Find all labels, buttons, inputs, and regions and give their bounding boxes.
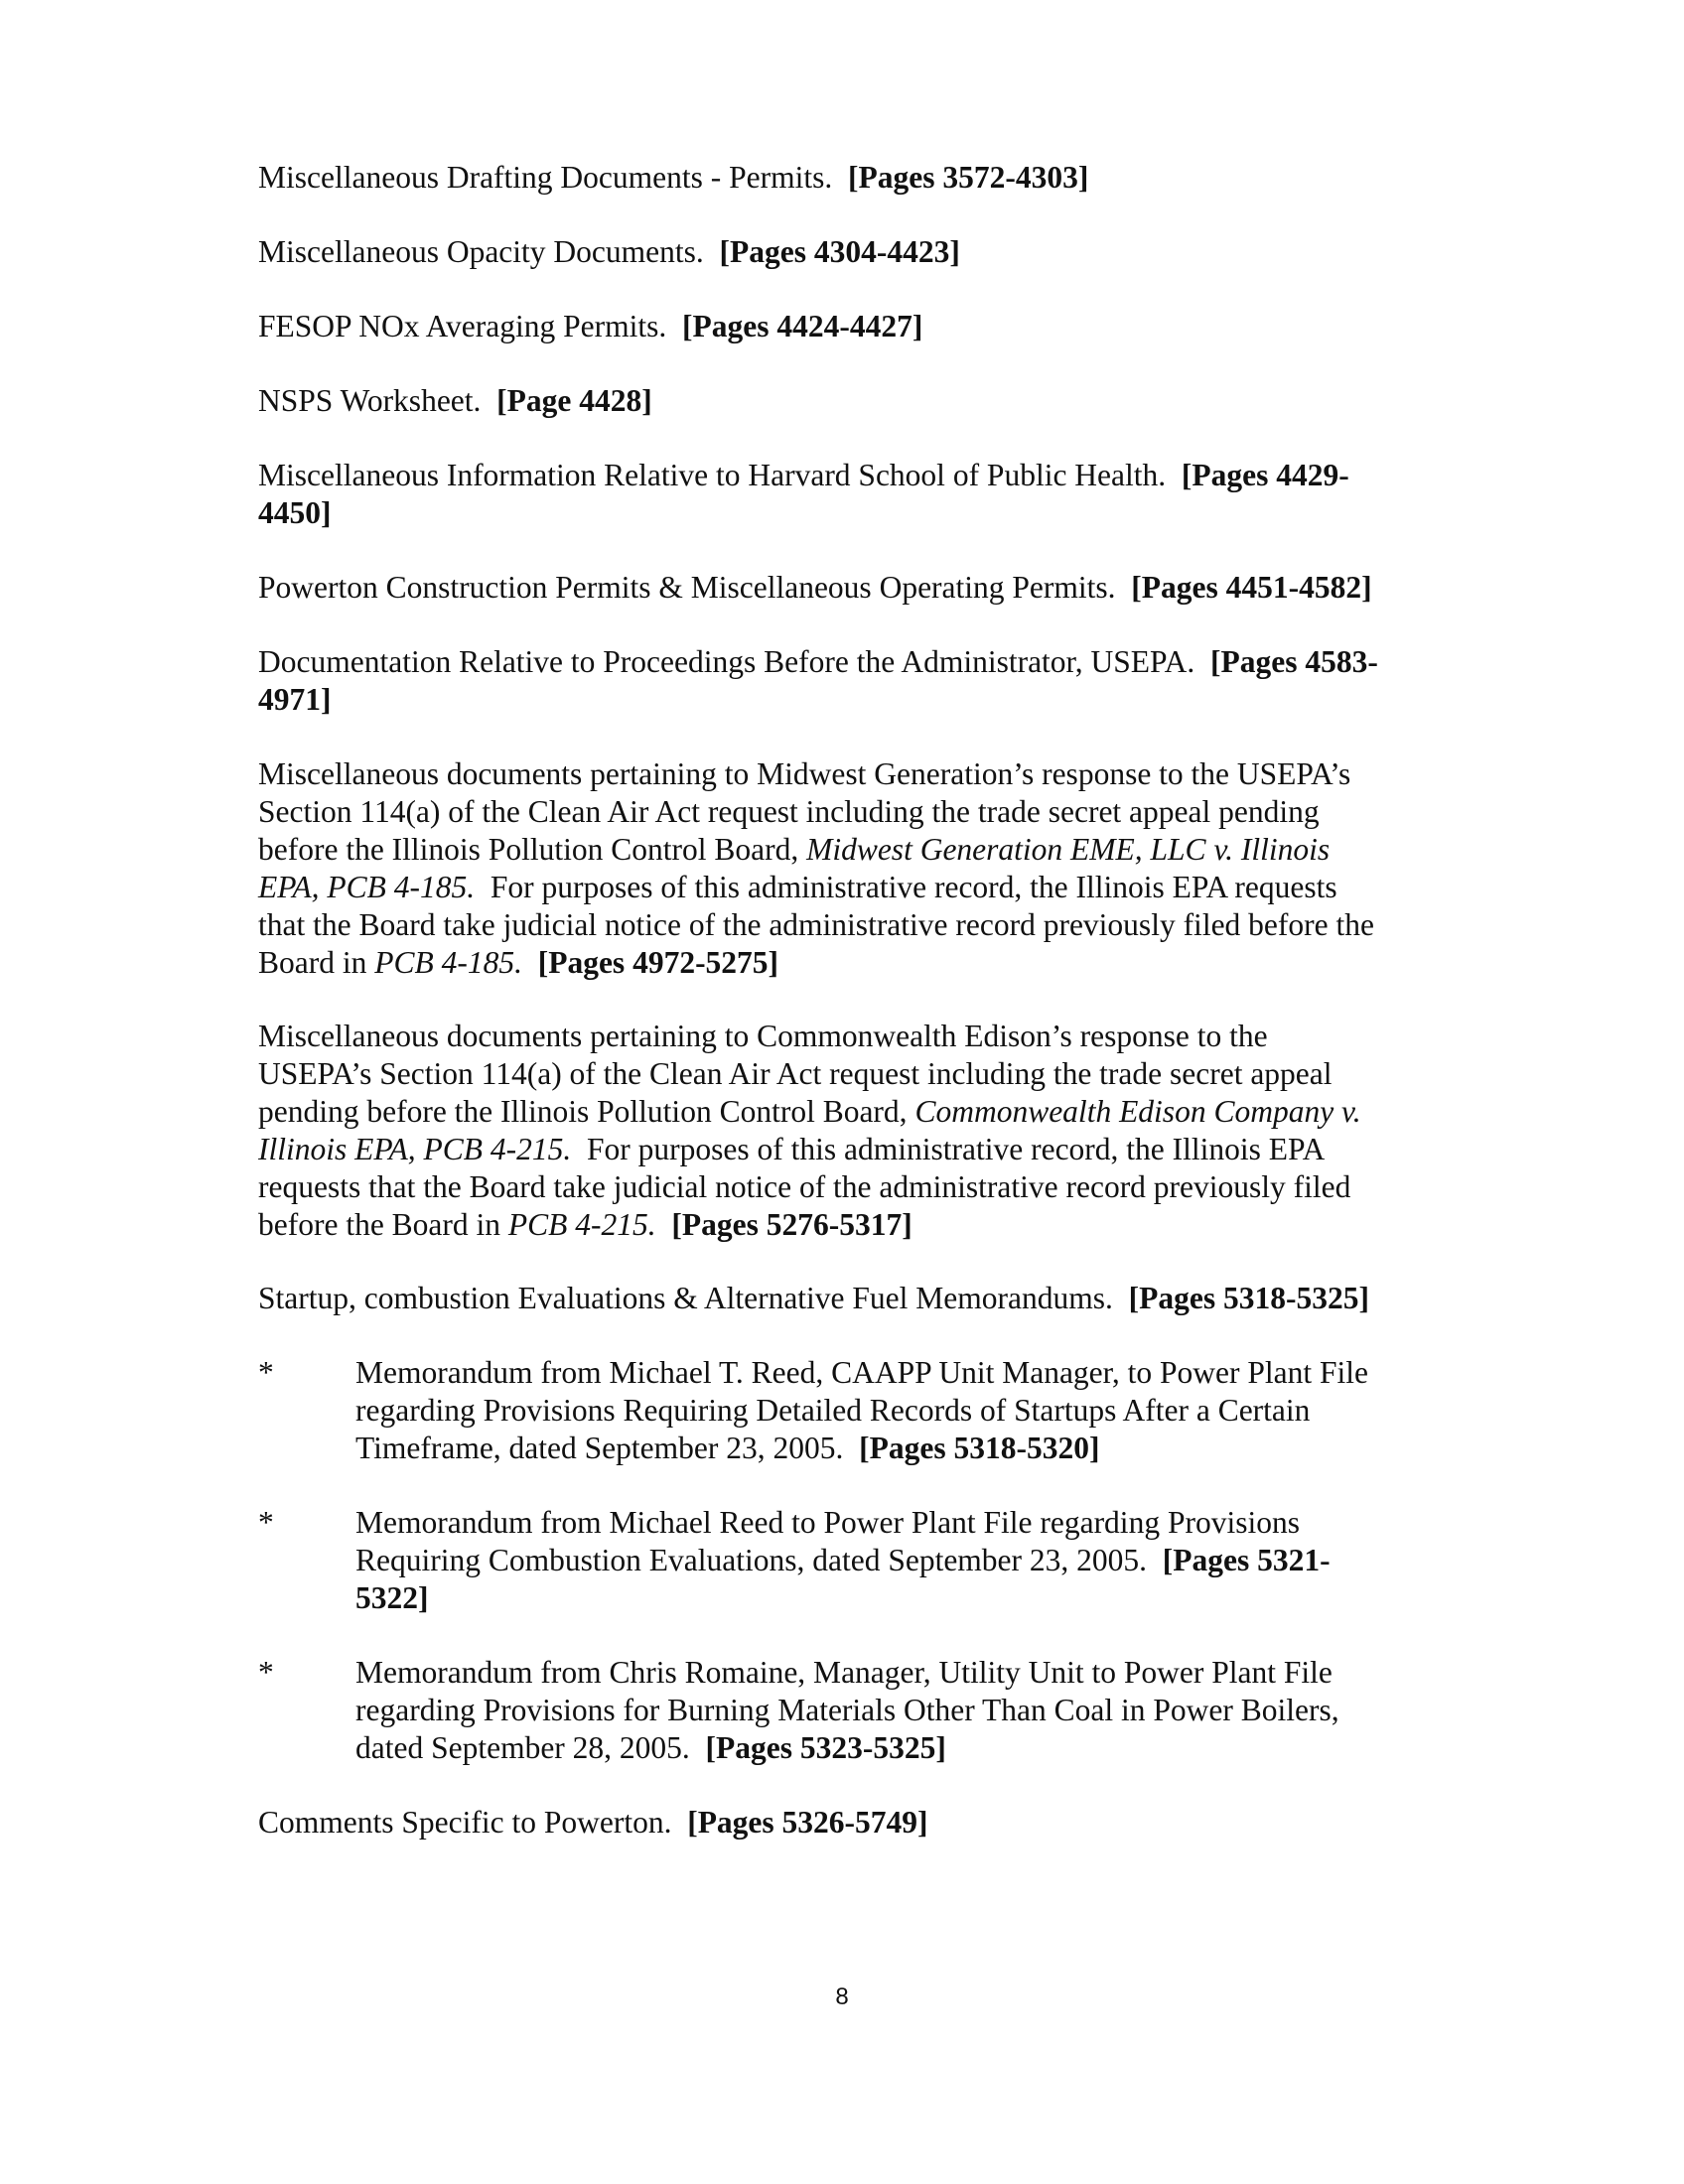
entry-line (258, 1131, 1430, 1168)
case-citation: Commonwealth Edison Company v. (914, 1094, 1361, 1129)
bullet-line: Memorandum from Chris Romaine, Manager, Utility Unit to Power Plant File (355, 1655, 1333, 1690)
bullet-line (355, 1729, 1398, 1767)
page-range: [Pages 4304-4423] (719, 234, 960, 269)
page-range: [Pages 5318-5325] (1128, 1281, 1369, 1315)
page-range: [Pages 5276-5317] (671, 1207, 912, 1242)
page-range: [Pages 4451-4582] (1131, 570, 1372, 605)
page-range: [Pages 5321- (1162, 1543, 1331, 1577)
bullet-line (355, 1542, 1398, 1579)
page-range: [Pages 5323-5325] (705, 1730, 946, 1765)
entry-text: Timeframe, dated September 23, 2005. (355, 1431, 844, 1465)
page-range: [Pages 4972-5275] (537, 945, 779, 980)
entry-midwest-generation (258, 755, 1430, 982)
entry-nsps-worksheet (258, 382, 1430, 420)
page-range-continued: 5322] (355, 1580, 429, 1615)
bullet-marker: * (258, 1655, 274, 1690)
page-range-continued: 4971] (258, 682, 332, 717)
entry-line: USEPA’s Section 114(a) of the Clean Air Act request including the trade secret appeal (258, 1056, 1333, 1091)
entry-commonwealth-edison (258, 1018, 1430, 1244)
case-citation: PCB 4-185. (374, 945, 522, 980)
entry-text: Comments Specific to Powerton. (258, 1805, 672, 1840)
entry-harvard-information (258, 457, 1430, 532)
entry-line (258, 831, 1430, 869)
entry-text: NSPS Worksheet. (258, 383, 482, 418)
entry-line (258, 869, 1430, 906)
entry-powerton-permits (258, 569, 1430, 607)
entry-opacity-documents (258, 233, 1430, 271)
entry-powerton-comments (258, 1804, 1430, 1842)
bullet-text (355, 1354, 1398, 1467)
bullet-marker: * (258, 1505, 274, 1540)
entry-text: For purposes of this administrative record, the Illinois EPA requests (490, 870, 1337, 904)
entry-text: before the Illinois Pollution Control Board, (258, 832, 799, 867)
page-range: [Pages 4424-4427] (682, 309, 923, 343)
bullet-line: regarding Provisions Requiring Detailed Records of Startups After a Certain (355, 1393, 1311, 1428)
case-citation: Illinois EPA, PCB 4-215. (258, 1132, 572, 1166)
bullet-line: Memorandum from Michael Reed to Power Plant File regarding Provisions (355, 1505, 1300, 1540)
entry-line (258, 457, 1430, 494)
entry-text: before the Board in (258, 1207, 501, 1242)
entry-fesop-permits (258, 308, 1430, 345)
page-range: [Pages 4583- (1210, 644, 1378, 679)
entry-line (258, 643, 1430, 681)
entry-text: Miscellaneous Opacity Documents. (258, 234, 704, 269)
bullet-text (355, 1504, 1398, 1617)
entry-text: For purposes of this administrative record, the Illinois EPA (587, 1132, 1326, 1166)
entry-text: Requiring Combustion Evaluations, dated September 23, 2005. (355, 1543, 1148, 1577)
page-range: [Page 4428] (496, 383, 652, 418)
entry-text: Miscellaneous Drafting Documents - Permits. (258, 160, 833, 195)
page-number: 8 (835, 1983, 849, 2010)
entry-text: dated September 28, 2005. (355, 1730, 690, 1765)
entry-line: Section 114(a) of the Clean Air Act request including the trade secret appeal pending (258, 794, 1320, 829)
page-range: [Pages 3572-4303] (848, 160, 1089, 195)
entry-line: that the Board take judicial notice of the administrative record previously filed before the (258, 907, 1374, 942)
case-citation: Midwest Generation EME, LLC v. Illinois (806, 832, 1331, 867)
case-citation: EPA, PCB 4-185. (258, 870, 476, 904)
case-citation: PCB 4-215. (507, 1207, 656, 1242)
entry-line (258, 1093, 1430, 1131)
entry-text: Miscellaneous Information Relative to Harvard School of Public Health. (258, 458, 1167, 492)
bullet-line: Memorandum from Michael T. Reed, CAAPP Unit Manager, to Power Plant File (355, 1355, 1369, 1390)
page-range: [Pages 5318-5320] (859, 1431, 1100, 1465)
entry-drafting-documents (258, 159, 1430, 197)
entry-line: requests that the Board take judicial notice of the administrative record previously filed (258, 1169, 1351, 1204)
entry-text: Startup, combustion Evaluations & Alternative Fuel Memorandums. (258, 1281, 1113, 1315)
entry-startup-memorandums (258, 1280, 1430, 1317)
entry-text: Documentation Relative to Proceedings Before the Administrator, USEPA. (258, 644, 1195, 679)
bullet-text (355, 1654, 1398, 1767)
entry-line: Miscellaneous documents pertaining to Commonwealth Edison’s response to the (258, 1019, 1268, 1053)
page-range-continued: 4450] (258, 495, 332, 530)
page-range: [Pages 4429- (1181, 458, 1349, 492)
entry-line (258, 944, 1430, 982)
bullet-line: regarding Provisions for Burning Materials Other Than Coal in Power Boilers, (355, 1693, 1339, 1727)
entry-text: Powerton Construction Permits & Miscellaneous Operating Permits. (258, 570, 1116, 605)
bullet-line (355, 1430, 1398, 1467)
entry-line (258, 1206, 1430, 1244)
entry-usepa-proceedings (258, 643, 1430, 719)
entry-text: pending before the Illinois Pollution Control Board, (258, 1094, 908, 1129)
page-range: [Pages 5326-5749] (687, 1805, 928, 1840)
bullet-marker: * (258, 1355, 274, 1390)
entry-text: Board in (258, 945, 367, 980)
entry-text: FESOP NOx Averaging Permits. (258, 309, 667, 343)
entry-line: Miscellaneous documents pertaining to Midwest Generation’s response to the USEPA’s (258, 756, 1351, 791)
